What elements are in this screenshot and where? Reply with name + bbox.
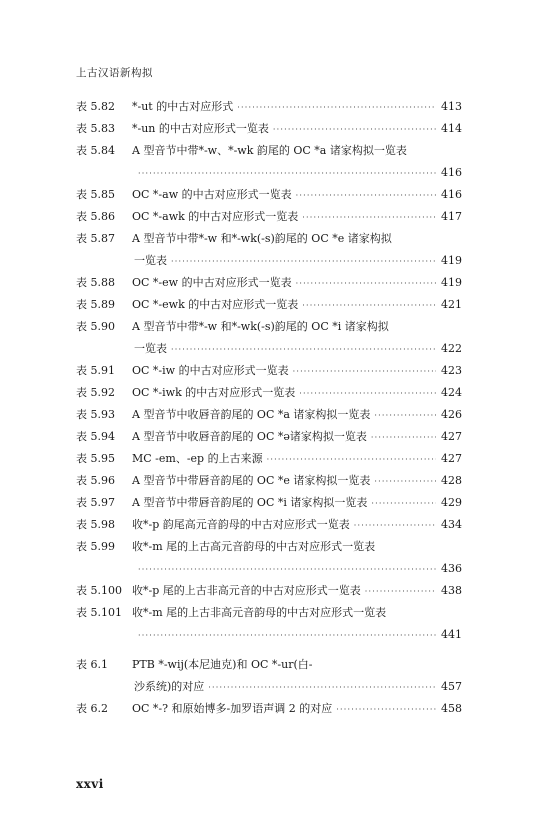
toc-entry[interactable] [76,206,462,228]
toc-entry-line [76,162,462,184]
page-ref: 438 [441,584,462,597]
page-ref: 414 [441,122,462,135]
page-ref: 426 [441,408,462,421]
toc-entry-line [76,426,462,448]
table-number: 表 6.2 [76,702,108,715]
toc-entry[interactable] [76,426,462,448]
page-ref: 422 [441,342,462,355]
toc-entry-line [76,140,462,162]
toc-entry[interactable] [76,698,462,720]
table-title: OC *-ew 的中古对应形式一览表 [132,276,292,289]
table-title: 收*-m 尾的上古高元音韵母的中古对应形式一览表 [132,540,376,553]
toc-entry-line [76,654,462,676]
toc-entry-line [76,602,462,624]
toc-entry[interactable] [76,118,462,140]
leader-dots [336,699,436,721]
page-ref: 419 [441,276,462,289]
leader-dots [374,405,436,427]
toc-entry[interactable] [76,316,462,360]
toc-entry-line [76,536,462,558]
toc-entry[interactable] [76,294,462,316]
toc-entry-line [76,404,462,426]
table-title: PTB *-wij(本尼迪克)和 OC *-ur(白- [132,658,313,671]
toc-entry[interactable] [76,228,462,272]
section-gap [76,646,462,654]
table-title: 收*-m 尾的上古非高元音韵母的中古对应形式一览表 [132,606,387,619]
toc-entry[interactable] [76,536,462,580]
table-title: OC *-awk 的中古对应形式一览表 [132,210,299,223]
page-ref: 441 [441,628,462,641]
toc-entry-line [76,470,462,492]
page-ref: 416 [441,166,462,179]
table-number: 表 5.88 [76,276,115,289]
toc-entry[interactable] [76,514,462,536]
toc-entry[interactable] [76,360,462,382]
running-header: 上古汉语新构拟 [76,67,153,79]
leader-dots [299,383,436,405]
toc-entry-line [76,250,462,272]
table-number: 表 5.84 [76,144,115,157]
table-of-contents [76,96,462,720]
table-number: 表 5.85 [76,188,115,201]
table-title: OC *-aw 的中古对应形式一览表 [132,188,292,201]
toc-entry-line [76,118,462,140]
table-number: 表 5.98 [76,518,115,531]
toc-entry-line [76,294,462,316]
table-title: 收*-p 尾的上古非高元音的中古对应形式一览表 [132,584,361,597]
toc-entry-line [76,360,462,382]
table-title: A 型音节中带*-w 和*-wk(-s)韵尾的 OC *i 诸家构拟 [132,320,389,333]
table-number: 表 5.96 [76,474,115,487]
table-number: 表 5.99 [76,540,115,553]
table-title: A 型音节中收唇音韵尾的 OC *a 诸家构拟一览表 [132,408,371,421]
table-title: *-un 的中古对应形式一览表 [132,122,269,135]
table-number: 表 5.86 [76,210,115,223]
toc-entry[interactable] [76,654,462,698]
toc-entry[interactable] [76,184,462,206]
page-ref: 424 [441,386,462,399]
table-number: 表 5.90 [76,320,115,333]
leader-dots [138,625,436,647]
table-title: 一览表 [134,254,167,267]
toc-entry-line [76,184,462,206]
table-title: 一览表 [134,342,167,355]
table-title: OC *-ewk 的中古对应形式一览表 [132,298,299,311]
toc-entry[interactable] [76,272,462,294]
table-title: A 型音节中带*-w 和*-wk(-s)韵尾的 OC *e 诸家构拟 [132,232,392,245]
toc-entry[interactable] [76,580,462,602]
toc-entry-line [76,228,462,250]
toc-entry-line [76,558,462,580]
page-ref: 457 [441,680,462,693]
leader-dots [371,493,436,515]
page-ref: 427 [441,452,462,465]
toc-entry-line [76,698,462,720]
toc-entry[interactable] [76,140,462,184]
table-title: A 型音节中带唇音韵尾的 OC *i 诸家构拟一览表 [132,496,368,509]
page-ref: 434 [441,518,462,531]
page-ref: 427 [441,430,462,443]
table-number: 表 5.94 [76,430,115,443]
leader-dots [296,273,436,295]
toc-entry-line [76,382,462,404]
leader-dots [365,581,436,603]
page-ref: 419 [441,254,462,267]
leader-dots [208,677,436,699]
leader-dots [293,361,436,383]
table-title: MC -em、-ep 的上古来源 [132,452,263,465]
toc-entry-line [76,676,462,698]
toc-entry-line [76,514,462,536]
table-title: OC *-? 和原始博多-加罗语声调 2 的对应 [132,702,333,715]
table-title: 沙系统)的对应 [134,680,205,693]
table-number: 表 5.89 [76,298,115,311]
toc-entry-line [76,316,462,338]
page-ref: 417 [441,210,462,223]
leader-dots [296,185,436,207]
toc-entry-line [76,580,462,602]
toc-entry-line [76,206,462,228]
toc-entry[interactable] [76,448,462,470]
table-number: 表 5.91 [76,364,115,377]
table-number: 表 5.92 [76,386,115,399]
page-number: xxvi [76,777,104,791]
page-ref: 436 [441,562,462,575]
leader-dots [374,471,436,493]
leader-dots [171,339,436,361]
toc-entry[interactable] [76,404,462,426]
table-title: OC *-iwk 的中古对应形式一览表 [132,386,296,399]
table-number: 表 5.95 [76,452,115,465]
table-title: *-ut 的中古对应形式 [132,100,234,113]
toc-entry-line [76,492,462,514]
toc-entry[interactable] [76,382,462,404]
toc-entry[interactable] [76,602,462,646]
table-number: 表 5.101 [76,606,122,619]
page-ref: 423 [441,364,462,377]
toc-entry[interactable] [76,96,462,118]
leader-dots [302,207,436,229]
toc-entry-line [76,624,462,646]
table-title: 收*-p 韵尾高元音韵母的中古对应形式一览表 [132,518,350,531]
leader-dots [354,515,436,537]
leader-dots [267,449,436,471]
toc-entry[interactable] [76,470,462,492]
page-ref: 429 [441,496,462,509]
leader-dots [273,119,436,141]
toc-entry-line [76,96,462,118]
table-title: A 型音节中收唇音韵尾的 OC *ə诸家构拟一览表 [132,430,367,443]
page-ref: 458 [441,702,462,715]
leader-dots [237,97,436,119]
page-ref: 413 [441,100,462,113]
leader-dots [138,163,436,185]
table-number: 表 5.87 [76,232,115,245]
table-number: 表 5.83 [76,122,115,135]
toc-entry-line [76,448,462,470]
page-ref: 421 [441,298,462,311]
leader-dots [371,427,436,449]
leader-dots [302,295,436,317]
table-title: A 型音节中带*-w、*-wk 韵尾的 OC *a 诸家构拟一览表 [132,144,407,157]
page-ref: 428 [441,474,462,487]
table-title: OC *-iw 的中古对应形式一览表 [132,364,289,377]
toc-entry[interactable] [76,492,462,514]
table-number: 表 6.1 [76,658,108,671]
table-number: 表 5.100 [76,584,122,597]
toc-entry-line [76,272,462,294]
table-title: A 型音节中带唇音韵尾的 OC *e 诸家构拟一览表 [132,474,371,487]
leader-dots [138,559,436,581]
table-number: 表 5.97 [76,496,115,509]
toc-entry-line [76,338,462,360]
table-number: 表 5.82 [76,100,115,113]
page-ref: 416 [441,188,462,201]
table-number: 表 5.93 [76,408,115,421]
leader-dots [171,251,436,273]
